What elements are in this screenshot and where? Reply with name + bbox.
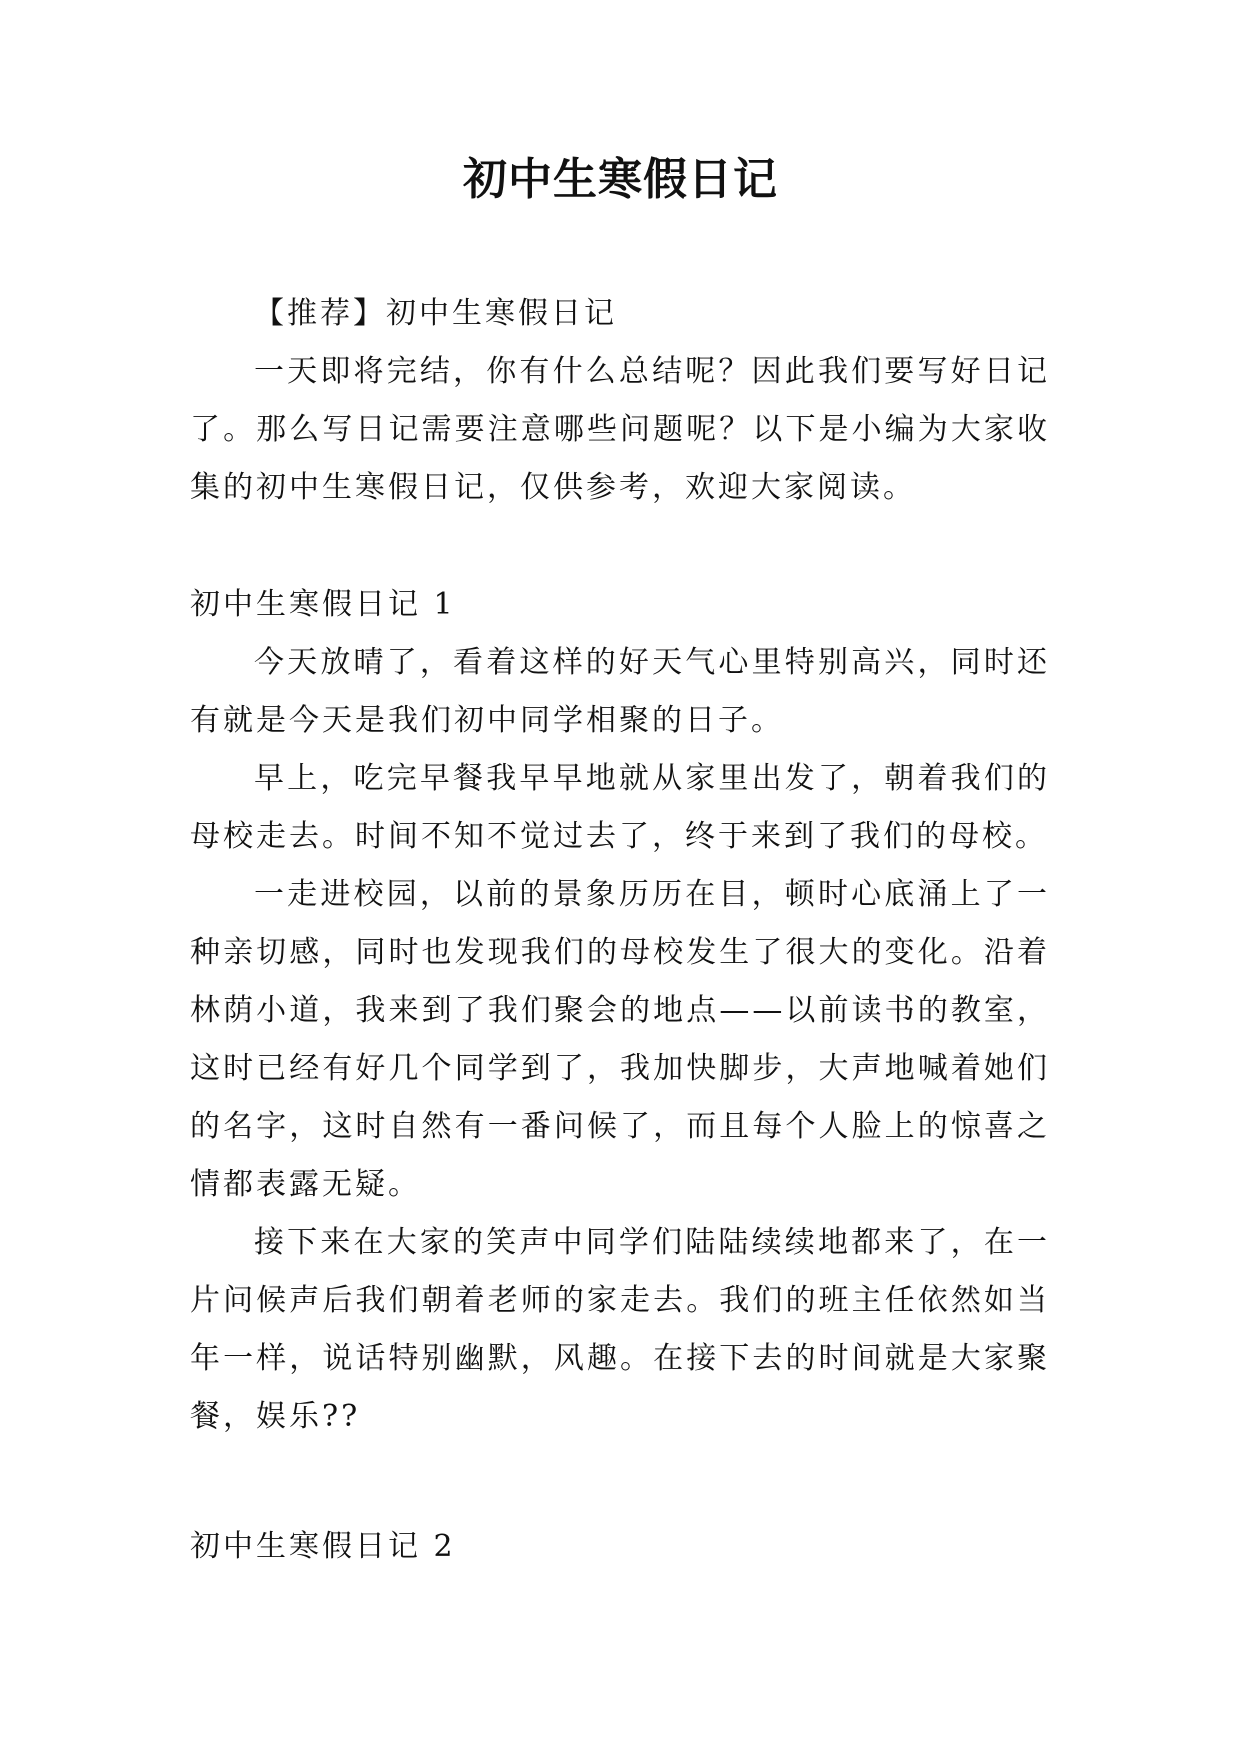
document-title: 初中生寒假日记 bbox=[463, 154, 778, 205]
recommend-line: 【推荐】初中生寒假日记 bbox=[254, 296, 617, 331]
diary-2-section bbox=[190, 1518, 1050, 1576]
diary-1-paragraph-3: 一走进校园，以前的景象历历在目，顿时心底涌上了一种亲切感，同时也发现我们的母校发生了很大的变化。沿着林荫小道，我来到了我们聚会的地点——以前读书的教室，这时已经有好几个同学到了，我加快脚步，大声地喊着她们的名字，这时自然有一番问候了，而且每个人脸上的惊喜之情都表露无疑。 bbox=[190, 877, 1050, 1202]
diary-1-paragraph-2: 早上，吃完早餐我早早地就从家里出发了，朝着我们的母校走去。时间不知不觉过去了，终于来到了我们的母校。 bbox=[190, 761, 1050, 854]
diary-1-section bbox=[190, 576, 1050, 1446]
diary-1-paragraph-1: 今天放晴了，看着这样的好天气心里特别高兴，同时还有就是今天是我们初中同学相聚的日子。 bbox=[190, 645, 1050, 738]
diary-1-heading: 初中生寒假日记 1 bbox=[190, 587, 456, 622]
diary-1-paragraph-4: 接下来在大家的笑声中同学们陆陆续续地都来了，在一片问候声后我们朝着老师的家走去。我们的班主任依然如当年一样，说话特别幽默，风趣。在接下去的时间就是大家聚餐，娱乐?? bbox=[190, 1225, 1050, 1434]
intro-section bbox=[190, 285, 1050, 517]
intro-paragraph: 一天即将完结，你有什么总结呢？因此我们要写好日记了。那么写日记需要注意哪些问题呢？以下是小编为大家收集的初中生寒假日记，仅供参考，欢迎大家阅读。 bbox=[190, 354, 1050, 505]
diary-2-heading: 初中生寒假日记 2 bbox=[190, 1529, 456, 1564]
